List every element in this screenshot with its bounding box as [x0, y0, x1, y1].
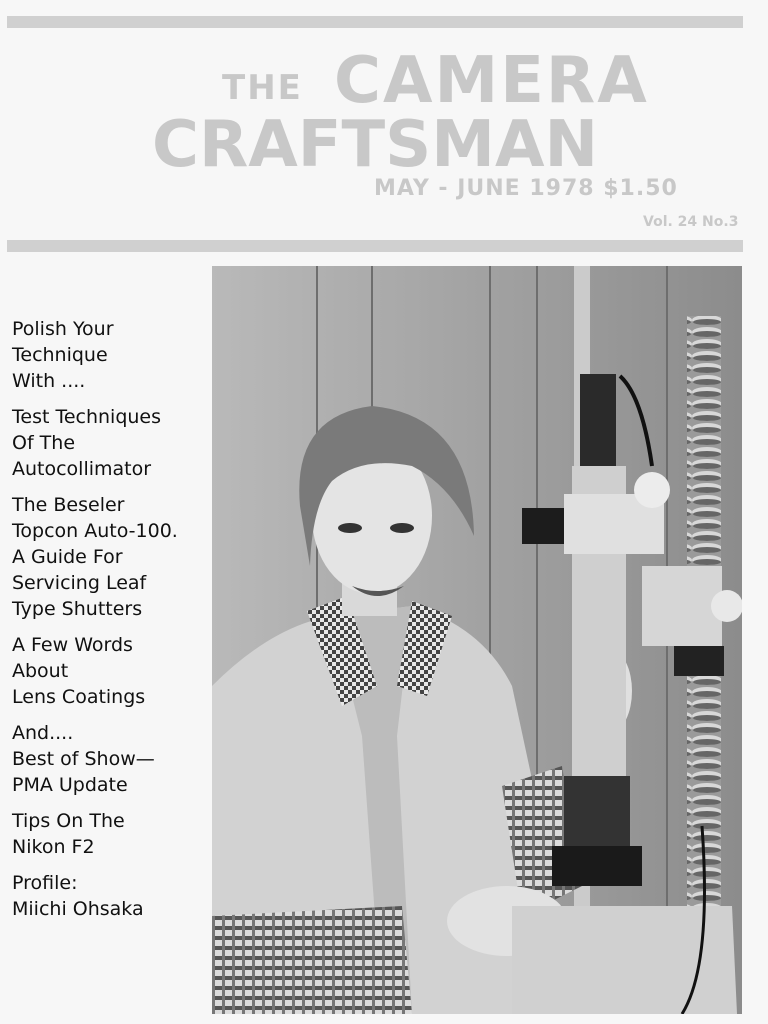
header-rule: [7, 240, 743, 252]
masthead-the: THE: [222, 68, 303, 108]
masthead-camera: CAMERA: [334, 44, 649, 118]
contents-sidebar: [12, 316, 204, 932]
cover-photo-illustration: [212, 266, 742, 1014]
contents-item: And.... Best of Show— PMA Update: [12, 722, 155, 796]
volume-number: Vol. 24 No.3: [643, 214, 739, 230]
issue-date-price: MAY - JUNE 1978 $1.50: [374, 176, 678, 201]
contents-item: The Beseler Topcon Auto-100. A Guide For Servicing Leaf Type Shutters: [12, 494, 178, 620]
contents-item: Polish Your Technique With ....: [12, 318, 114, 392]
contents-item: Profile: Miichi Ohsaka: [12, 872, 144, 920]
contents-item: Tips On The Nikon F2: [12, 810, 125, 858]
cover-photo: [212, 266, 742, 1014]
contents-item: Test Techniques Of The Autocollimator: [12, 406, 162, 480]
masthead-craftsman: CRAFTSMAN: [152, 108, 599, 182]
contents-item: A Few Words About Lens Coatings: [12, 634, 146, 708]
top-rule: [7, 16, 743, 28]
